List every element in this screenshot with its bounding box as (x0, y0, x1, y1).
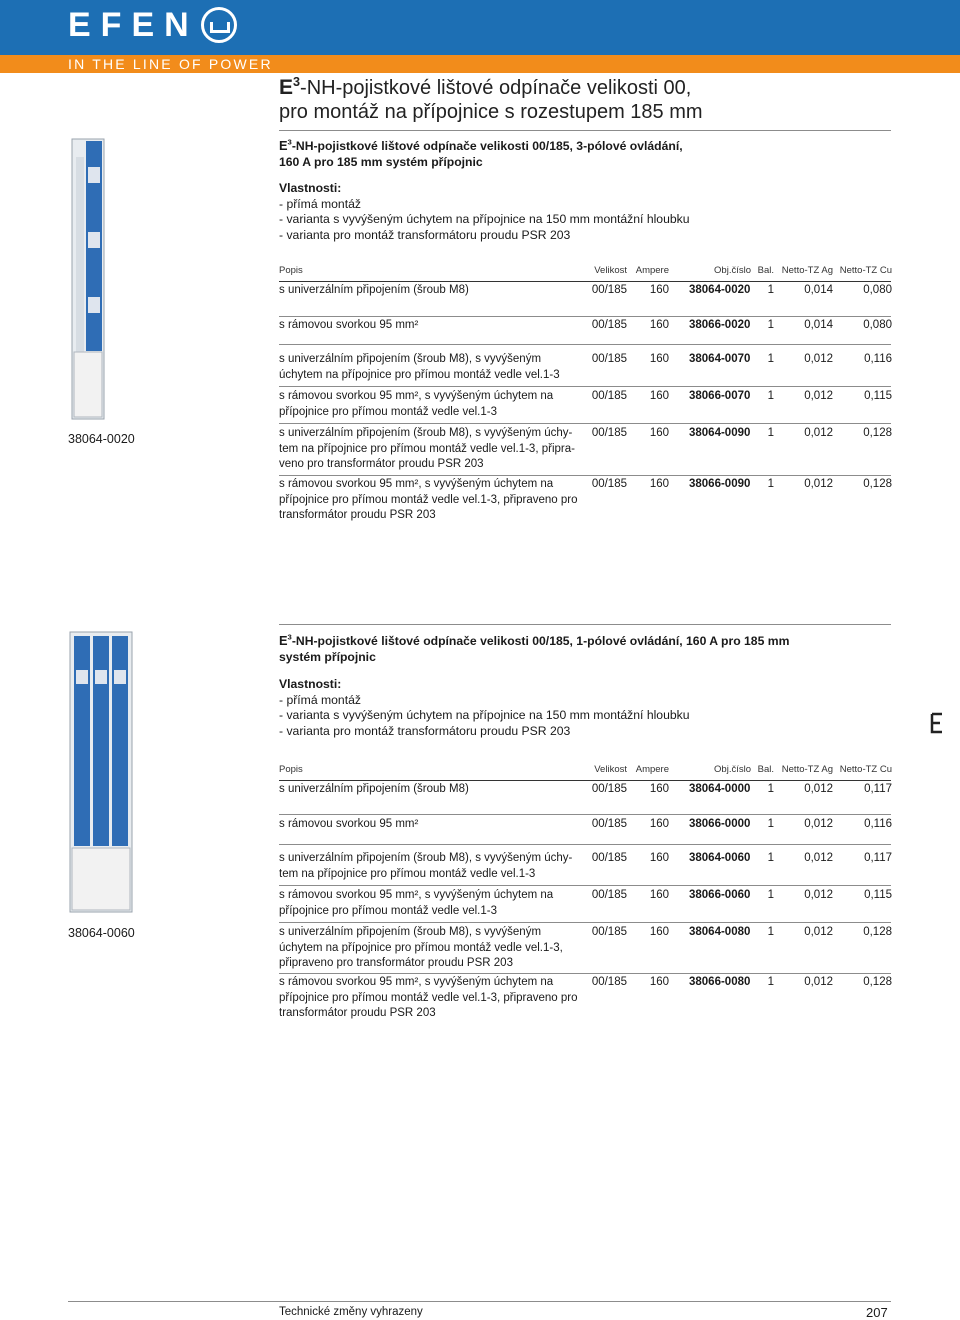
row-pack: 1 (767, 852, 774, 864)
properties-heading: Vlastnosti: (279, 181, 342, 195)
row-divider (279, 386, 891, 387)
row-netto-ag: 0,012 (804, 478, 833, 490)
col-popis: Popis (279, 265, 303, 276)
row-ampere: 160 (649, 427, 669, 439)
row-pack: 1 (767, 390, 774, 402)
row-description: s univerzálním připojením (šroub M8), s vyvýšeným úchytem na přípojnice pro přímou montáž vedle vel.1-3, připraveno pro transformátor proudu PSR 203 (279, 926, 563, 970)
row-size: 00/185 (591, 390, 627, 402)
row-ampere: 160 (649, 284, 669, 296)
e3-logo-icon: $E^3$ (279, 75, 301, 99)
page-title (279, 76, 703, 124)
row-divider (279, 423, 891, 424)
row-pack: 1 (767, 427, 774, 439)
row-netto-cu: 0,115 (864, 889, 892, 901)
row-order-code: 38066-0000 (689, 818, 751, 830)
row-size: 00/185 (591, 818, 627, 830)
row-pack: 1 (767, 976, 774, 988)
row-netto-ag: 0,012 (804, 889, 833, 901)
row-order-code: 38064-0090 (689, 427, 751, 439)
property-item: - přímá montáž (279, 692, 361, 707)
page-header (0, 0, 960, 55)
properties-block (279, 677, 690, 739)
col-velikost: Velikost (594, 265, 627, 276)
row-order-code: 38064-0080 (689, 926, 751, 938)
product-label: 38064-0060 (68, 926, 135, 940)
footer-rule (68, 1301, 891, 1302)
row-netto-ag: 0,012 (804, 976, 833, 988)
section-divider (279, 624, 891, 625)
row-netto-ag: 0,012 (804, 926, 833, 938)
row-size: 00/185 (591, 353, 627, 365)
row-description: s rámovou svorkou 95 mm², s vyvýšeným úchytem na přípojnice pro přímou montáž vedle vel.1-3, připraveno pro transformátor proudu PSR 203 (279, 478, 578, 522)
row-ampere: 160 (649, 353, 669, 365)
row-description: s univerzálním připojením (šroub M8), s vyvýšeným úchytem na přípojnice pro přímou montáž vedle vel.1-3 (279, 353, 560, 381)
row-size: 00/185 (591, 976, 627, 988)
col-netto-ag: Netto-TZ Ag (781, 265, 833, 276)
row-ampere: 160 (649, 783, 669, 795)
section-divider (279, 130, 891, 131)
row-pack: 1 (767, 926, 774, 938)
row-description: s univerzálním připojením (šroub M8) (279, 783, 469, 795)
row-netto-cu: 0,128 (863, 926, 892, 938)
row-ampere: 160 (649, 852, 669, 864)
row-ampere: 160 (649, 818, 669, 830)
row-divider (279, 344, 891, 345)
col-ampere: Ampere (635, 764, 669, 775)
col-netto-ag: Netto-TZ Ag (781, 764, 833, 775)
row-size: 00/185 (591, 926, 627, 938)
table-header-rule (279, 780, 891, 781)
row-netto-cu: 0,117 (864, 852, 892, 864)
row-description: s rámovou svorkou 95 mm², s vyvýšeným úchytem na přípojnice pro přímou montáž vedle vel.1-3 (279, 889, 554, 917)
property-item: - varianta s vyvýšeným úchytem na přípojnice na 150 mm montážní hloubku (279, 708, 690, 722)
row-netto-cu: 0,116 (864, 818, 892, 830)
row-order-code: 38064-0000 (689, 783, 751, 795)
col-netto-cu: Netto-TZ Cu (839, 265, 892, 276)
row-order-code: 38066-0020 (689, 319, 751, 331)
row-order-code: 38064-0070 (689, 353, 751, 365)
row-netto-cu: 0,080 (863, 284, 892, 296)
row-size: 00/185 (591, 478, 627, 490)
row-netto-ag: 0,012 (804, 427, 833, 439)
row-divider (279, 922, 891, 923)
row-size: 00/185 (591, 889, 627, 901)
row-description: s rámovou svorkou 95 mm², s vyvýšeným úchytem na přípojnice pro přímou montáž vedle vel.1-3 (279, 390, 554, 418)
row-netto-ag: 0,012 (804, 818, 833, 830)
row-netto-cu: 0,128 (863, 478, 892, 490)
row-order-code: 38064-0020 (689, 284, 751, 296)
col-netto-cu: Netto-TZ Cu (839, 764, 892, 775)
row-size: 00/185 (591, 783, 627, 795)
row-pack: 1 (767, 478, 774, 490)
row-size: 00/185 (591, 284, 627, 296)
row-netto-cu: 0,116 (864, 353, 892, 365)
row-divider (279, 316, 891, 317)
row-ampere: 160 (649, 889, 669, 901)
section-title: $E^3-NH$-pojistkové lištové odpínače velikosti 00/185, 1-pólové ovládání, 160 A pro 185 mm systém přípojnic (279, 632, 790, 664)
col-bal: Bal. (757, 265, 774, 276)
property-item: - přímá montáž (279, 196, 361, 211)
row-divider (279, 885, 891, 886)
col-popis: Popis (279, 764, 303, 775)
row-netto-ag: 0,014 (804, 319, 833, 331)
tagline: IN THE LINE OF POWER (68, 56, 273, 72)
product-label: 38064-0020 (68, 432, 135, 446)
row-size: 00/185 (591, 852, 627, 864)
row-pack: 1 (767, 818, 774, 830)
row-ampere: 160 (649, 926, 669, 938)
row-ampere: 160 (649, 390, 669, 402)
row-description: s rámovou svorkou 95 mm² (279, 319, 419, 331)
col-bal: Bal. (757, 764, 774, 775)
row-description: s univerzálním připojením (šroub M8), s vyvýšeným úchy- tem na přípojnice pro přímou montáž vedle vel.1-3, připra- veno pro transformátor proudu PSR 203 (279, 427, 575, 471)
product-photo-3-pole (68, 137, 108, 422)
product-photo-1-pole (66, 630, 136, 915)
col-obj-cislo: Obj.číslo (714, 265, 751, 276)
row-netto-cu: 0,128 (863, 427, 892, 439)
row-pack: 1 (767, 284, 774, 296)
row-divider (279, 475, 891, 476)
page-title-line1: -NH-pojistkové lištové odpínače velikosti 00, (300, 77, 692, 99)
row-order-code: 38066-0060 (689, 889, 751, 901)
row-netto-cu: 0,080 (863, 319, 892, 331)
row-netto-ag: 0,012 (804, 852, 833, 864)
row-description: s univerzálním připojením (šroub M8), s vyvýšeným úchy- tem na přípojnice pro přímou montáž vedle vel.1-3 (279, 852, 573, 880)
row-pack: 1 (767, 783, 774, 795)
row-divider (279, 973, 891, 974)
row-netto-ag: 0,014 (804, 284, 833, 296)
row-ampere: 160 (649, 478, 669, 490)
row-pack: 1 (767, 889, 774, 901)
row-description: s rámovou svorkou 95 mm², s vyvýšeným úchytem na přípojnice pro přímou montáž vedle vel.1-3, připraveno pro transformátor proudu PSR 203 (279, 976, 578, 1020)
row-order-code: 38066-0080 (689, 976, 751, 988)
property-item: - varianta pro montáž transformátoru proudu PSR 203 (279, 723, 571, 738)
property-item: - varianta s vyvýšeným úchytem na přípojnice na 150 mm montážní hloubku (279, 212, 690, 226)
row-netto-ag: 0,012 (804, 390, 833, 402)
properties-heading: Vlastnosti: (279, 677, 342, 691)
row-netto-cu: 0,117 (864, 783, 892, 795)
footer-note: Technické změny vyhrazeny (279, 1306, 423, 1318)
row-ampere: 160 (649, 319, 669, 331)
row-order-code: 38064-0060 (689, 852, 751, 864)
table-header-rule (279, 281, 891, 282)
col-velikost: Velikost (594, 764, 627, 775)
section-title: $E^3-NH$-pojistkové lištové odpínače velikosti 00/185, 3-pólové ovládání, 160 A pro 185 mm systém přípojnic (279, 137, 683, 169)
properties-block (279, 181, 690, 243)
e3-side-marker-icon (930, 712, 944, 734)
row-order-code: 38066-0090 (689, 478, 751, 490)
page-title-line2: pro montáž na přípojnice s rozestupem 185 mm (279, 101, 703, 123)
house-icon (201, 7, 237, 43)
row-pack: 1 (767, 353, 774, 365)
page-number: 207 (866, 1305, 888, 1320)
row-netto-cu: 0,115 (864, 390, 892, 402)
logo-text: EFEN (68, 5, 199, 44)
row-description: s rámovou svorkou 95 mm² (279, 818, 419, 830)
row-divider (279, 844, 891, 845)
row-netto-ag: 0,012 (804, 783, 833, 795)
row-description: s univerzálním připojením (šroub M8) (279, 284, 469, 296)
row-netto-ag: 0,012 (804, 353, 833, 365)
row-size: 00/185 (591, 427, 627, 439)
col-ampere: Ampere (635, 265, 669, 276)
efen-logo (68, 7, 237, 43)
row-ampere: 160 (649, 976, 669, 988)
property-item: - varianta pro montáž transformátoru proudu PSR 203 (279, 227, 571, 242)
row-size: 00/185 (591, 319, 627, 331)
row-divider (279, 814, 891, 815)
col-obj-cislo: Obj.číslo (714, 764, 751, 775)
row-netto-cu: 0,128 (863, 976, 892, 988)
row-pack: 1 (767, 319, 774, 331)
row-order-code: 38066-0070 (689, 390, 751, 402)
